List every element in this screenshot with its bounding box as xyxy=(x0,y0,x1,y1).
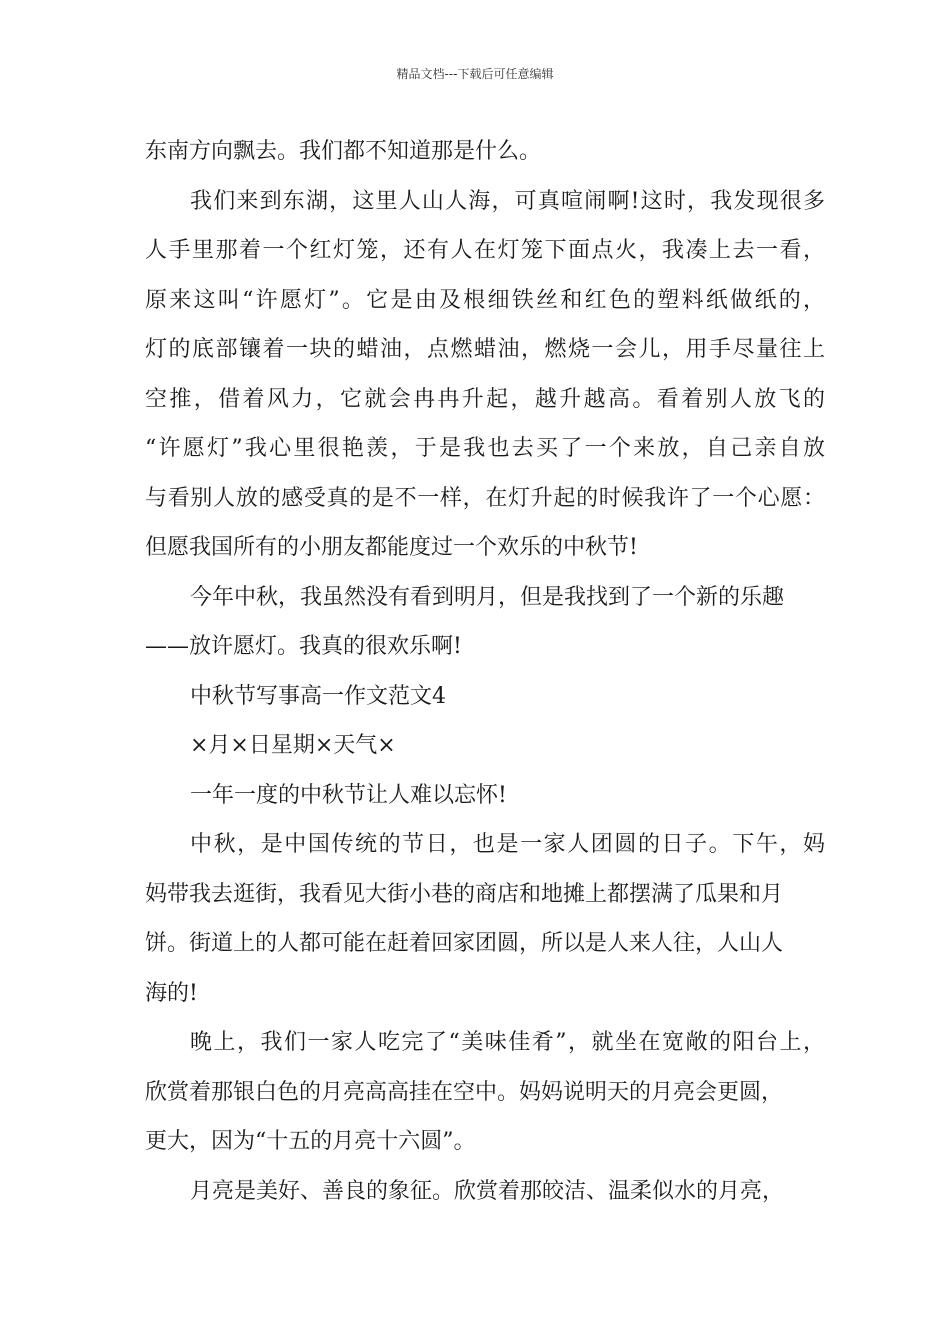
text-line: 但愿我国所有的小朋友都能度过一个欢乐的中秋节! xyxy=(145,535,638,560)
text-line: 月亮是美好、善良的象征。欣赏着那皎洁、温柔似水的月亮， xyxy=(190,1178,785,1204)
text-line: ——放许愿灯。我真的很欢乐啊! xyxy=(145,634,462,659)
document-body xyxy=(145,127,825,1216)
text-line: 东南方向飘去。我们都不知道那是什么。 xyxy=(145,139,542,164)
text-line: 一年一度的中秋节让人难以忘怀! xyxy=(190,782,507,808)
page-header: 精品文档---下载后可任意编辑 xyxy=(396,67,554,81)
text-line: 饼。街道上的人都可能在赶着回家团圆，所以是人来人往，人山人 xyxy=(145,931,784,956)
text-line: 灯的底部镶着一块的蜡油，点燃蜡油，燃烧一会儿，用手尽量往上 xyxy=(145,337,825,362)
text-line: 妈带我去逛街，我看见大街小巷的商店和地摊上都摆满了瓜果和月 xyxy=(145,881,784,907)
text-line: 欣赏着那银白色的月亮高高挂在空中。妈妈说明天的月亮会更圆， xyxy=(145,1079,784,1105)
text-line: 我们来到东湖，这里人山人海，可真喧闹啊!这时，我发现很多 xyxy=(190,188,825,214)
text-line: 海的! xyxy=(145,980,198,1006)
text-line: 今年中秋，我虽然没有看到明月，但是我找到了一个新的乐趣 xyxy=(190,584,785,610)
text-line: 晚上，我们一家人吃完了“美味佳肴”，就坐在宽敞的阳台上， xyxy=(190,1030,825,1055)
text-line: 与看别人放的感受真的是不一样，在灯升起的时候我许了一个心愿： xyxy=(145,485,825,511)
text-line: “许愿灯”我心里很艳羡，于是我也去买了一个来放，自己亲自放 xyxy=(145,436,825,461)
date-weather-line: ×月×日星期×天气× xyxy=(190,733,396,758)
text-line: 人手里那着一个红灯笼，还有人在灯笼下面点火，我凑上去一看， xyxy=(145,238,825,263)
text-line: 更大，因为“十五的月亮十六圆”。 xyxy=(145,1129,476,1154)
text-line: 中秋，是中国传统的节日，也是一家人团圆的日子。下午，妈 xyxy=(190,832,825,857)
section-heading: 中秋节写事高一作文范文4 xyxy=(190,683,446,709)
text-line: 空推，借着风力，它就会冉冉升起，越升越高。看着别人放飞的 xyxy=(145,386,825,412)
text-line: 原来这叫“许愿灯”。它是由及根细铁丝和红色的塑料纸做纸的， xyxy=(145,287,825,313)
